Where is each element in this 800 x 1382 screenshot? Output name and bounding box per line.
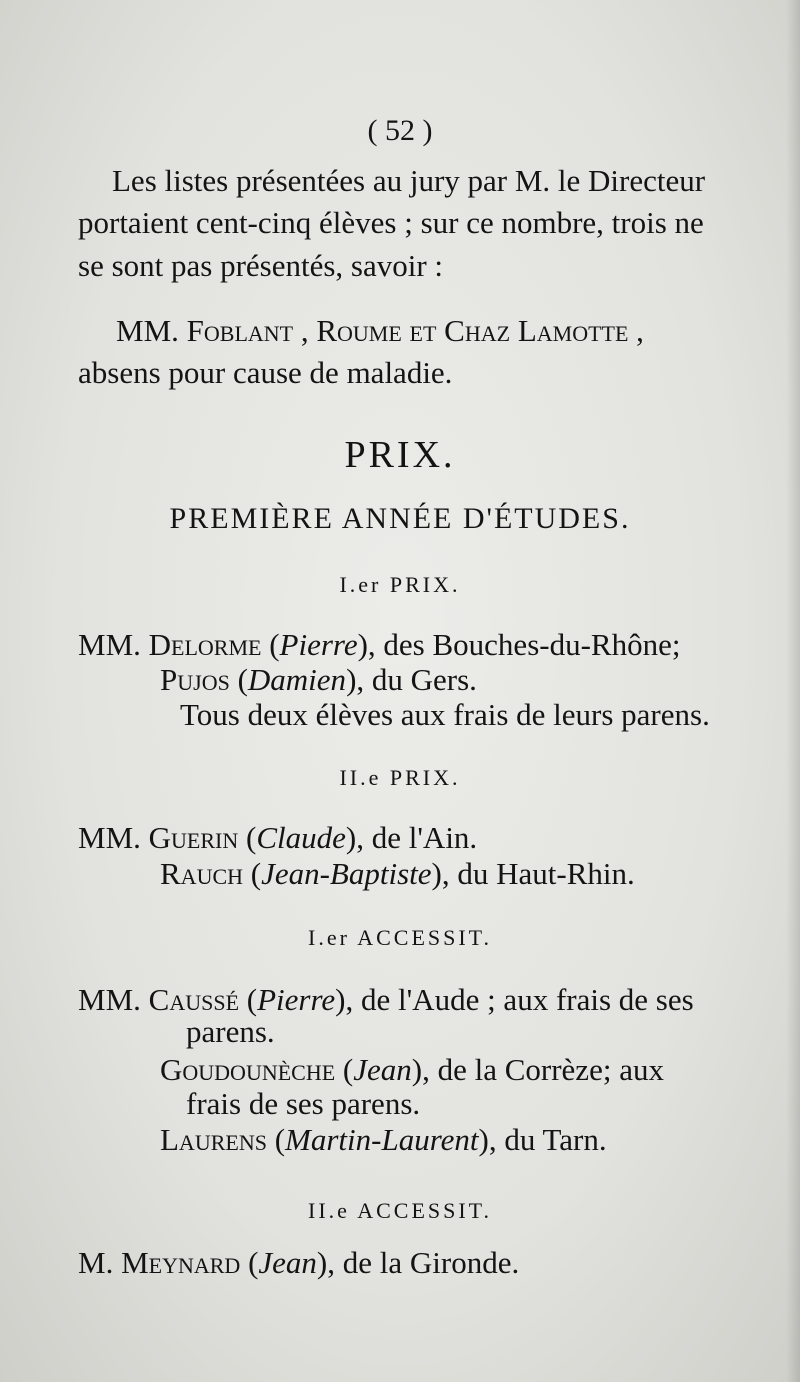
entry-name: Laurens [160, 1122, 267, 1157]
entry-prefix: MM. [78, 982, 141, 1017]
entry-given-name: Jean [353, 1052, 412, 1087]
section-title: PRIX. [344, 434, 456, 476]
prize-heading-3: I.er ACCESSIT. [308, 925, 492, 950]
entry-origin: , du Haut-Rhin. [441, 856, 635, 891]
entry-given-name: Claude [256, 820, 346, 855]
entry-origin: , de l'Ain. [356, 820, 478, 855]
absent-line-1 [116, 313, 644, 349]
entry-name: Meynard [121, 1245, 241, 1280]
prize-3-entry-1: MM. Caussé (Pierre), de l'Aude ; aux frais de ses [78, 982, 694, 1017]
prize-1-note: Tous deux élèves aux frais de leurs parens. [180, 697, 710, 732]
entry-prefix: MM. [78, 820, 141, 855]
entry-origin: , du Tarn. [488, 1122, 607, 1157]
entry-origin: , de l'Aude ; aux frais de ses [345, 982, 694, 1017]
subsection-title: PREMIÈRE ANNÉE D'ÉTUDES. [169, 502, 631, 535]
prize-4-entry-1: M. Meynard (Jean), de la Gironde. [78, 1245, 520, 1280]
prize-3-entry-1-cont: parens. [186, 1014, 275, 1049]
entry-name: Caussé [148, 982, 240, 1017]
prize-1-entry-1: MM. Delorme (Pierre), des Bouches-du-Rhône; [78, 627, 681, 662]
entry-origin: , de la Corrèze; aux [422, 1052, 664, 1087]
entry-prefix: M. [78, 1245, 114, 1280]
intro-line-1: Les listes présentées au jury par M. le Directeur [112, 163, 706, 198]
entry-name: Delorme [148, 627, 262, 662]
entry-name: Rauch [160, 856, 244, 891]
entry-given-name: Pierre [279, 627, 358, 662]
prize-3-entry-2-cont: frais de ses parens. [186, 1086, 421, 1121]
prize-2-entry-2: Rauch (Jean-Baptiste), du Haut-Rhin. [160, 856, 635, 891]
entry-name: Goudounèche [160, 1052, 336, 1087]
prize-heading-2: II.e PRIX. [339, 765, 461, 790]
prize-3-entry-2: Goudounèche (Jean), de la Corrèze; aux [160, 1052, 664, 1087]
entry-name: Guerin [148, 820, 239, 855]
prize-heading-1: I.er PRIX. [339, 572, 461, 597]
entry-prefix: MM. [78, 627, 141, 662]
entry-name: Pujos [160, 662, 230, 697]
prize-2-entry-1: MM. Guerin (Claude), de l'Ain. [78, 820, 478, 855]
entry-given-name: Jean [258, 1245, 317, 1280]
absent-line-2: absens pour cause de maladie. [78, 355, 453, 390]
entry-given-name: Damien [247, 662, 347, 697]
entry-origin: , des Bouches-du-Rhône; [367, 627, 681, 662]
absent-names: Foblant , Roume et Chaz Lamotte , [186, 313, 644, 348]
entry-given-name: Pierre [257, 982, 336, 1017]
absent-prefix: MM. [116, 313, 179, 348]
entry-given-name: Jean-Baptiste [261, 856, 432, 891]
page-number: ( 52 ) [367, 114, 433, 147]
prize-heading-4: II.e ACCESSIT. [308, 1198, 492, 1223]
prize-1-entry-2: Pujos (Damien), du Gers. [160, 662, 477, 697]
intro-line-3: se sont pas présentés, savoir : [78, 248, 444, 283]
page-edge-shadow [786, 0, 800, 1382]
prize-3-entry-3: Laurens (Martin-Laurent), du Tarn. [160, 1122, 607, 1157]
entry-origin: , du Gers. [356, 662, 477, 697]
entry-origin: , de la Gironde. [327, 1245, 520, 1280]
entry-given-name: Martin-Laurent [285, 1122, 479, 1157]
intro-line-2: portaient cent-cinq élèves ; sur ce nombre, trois ne [78, 205, 704, 240]
